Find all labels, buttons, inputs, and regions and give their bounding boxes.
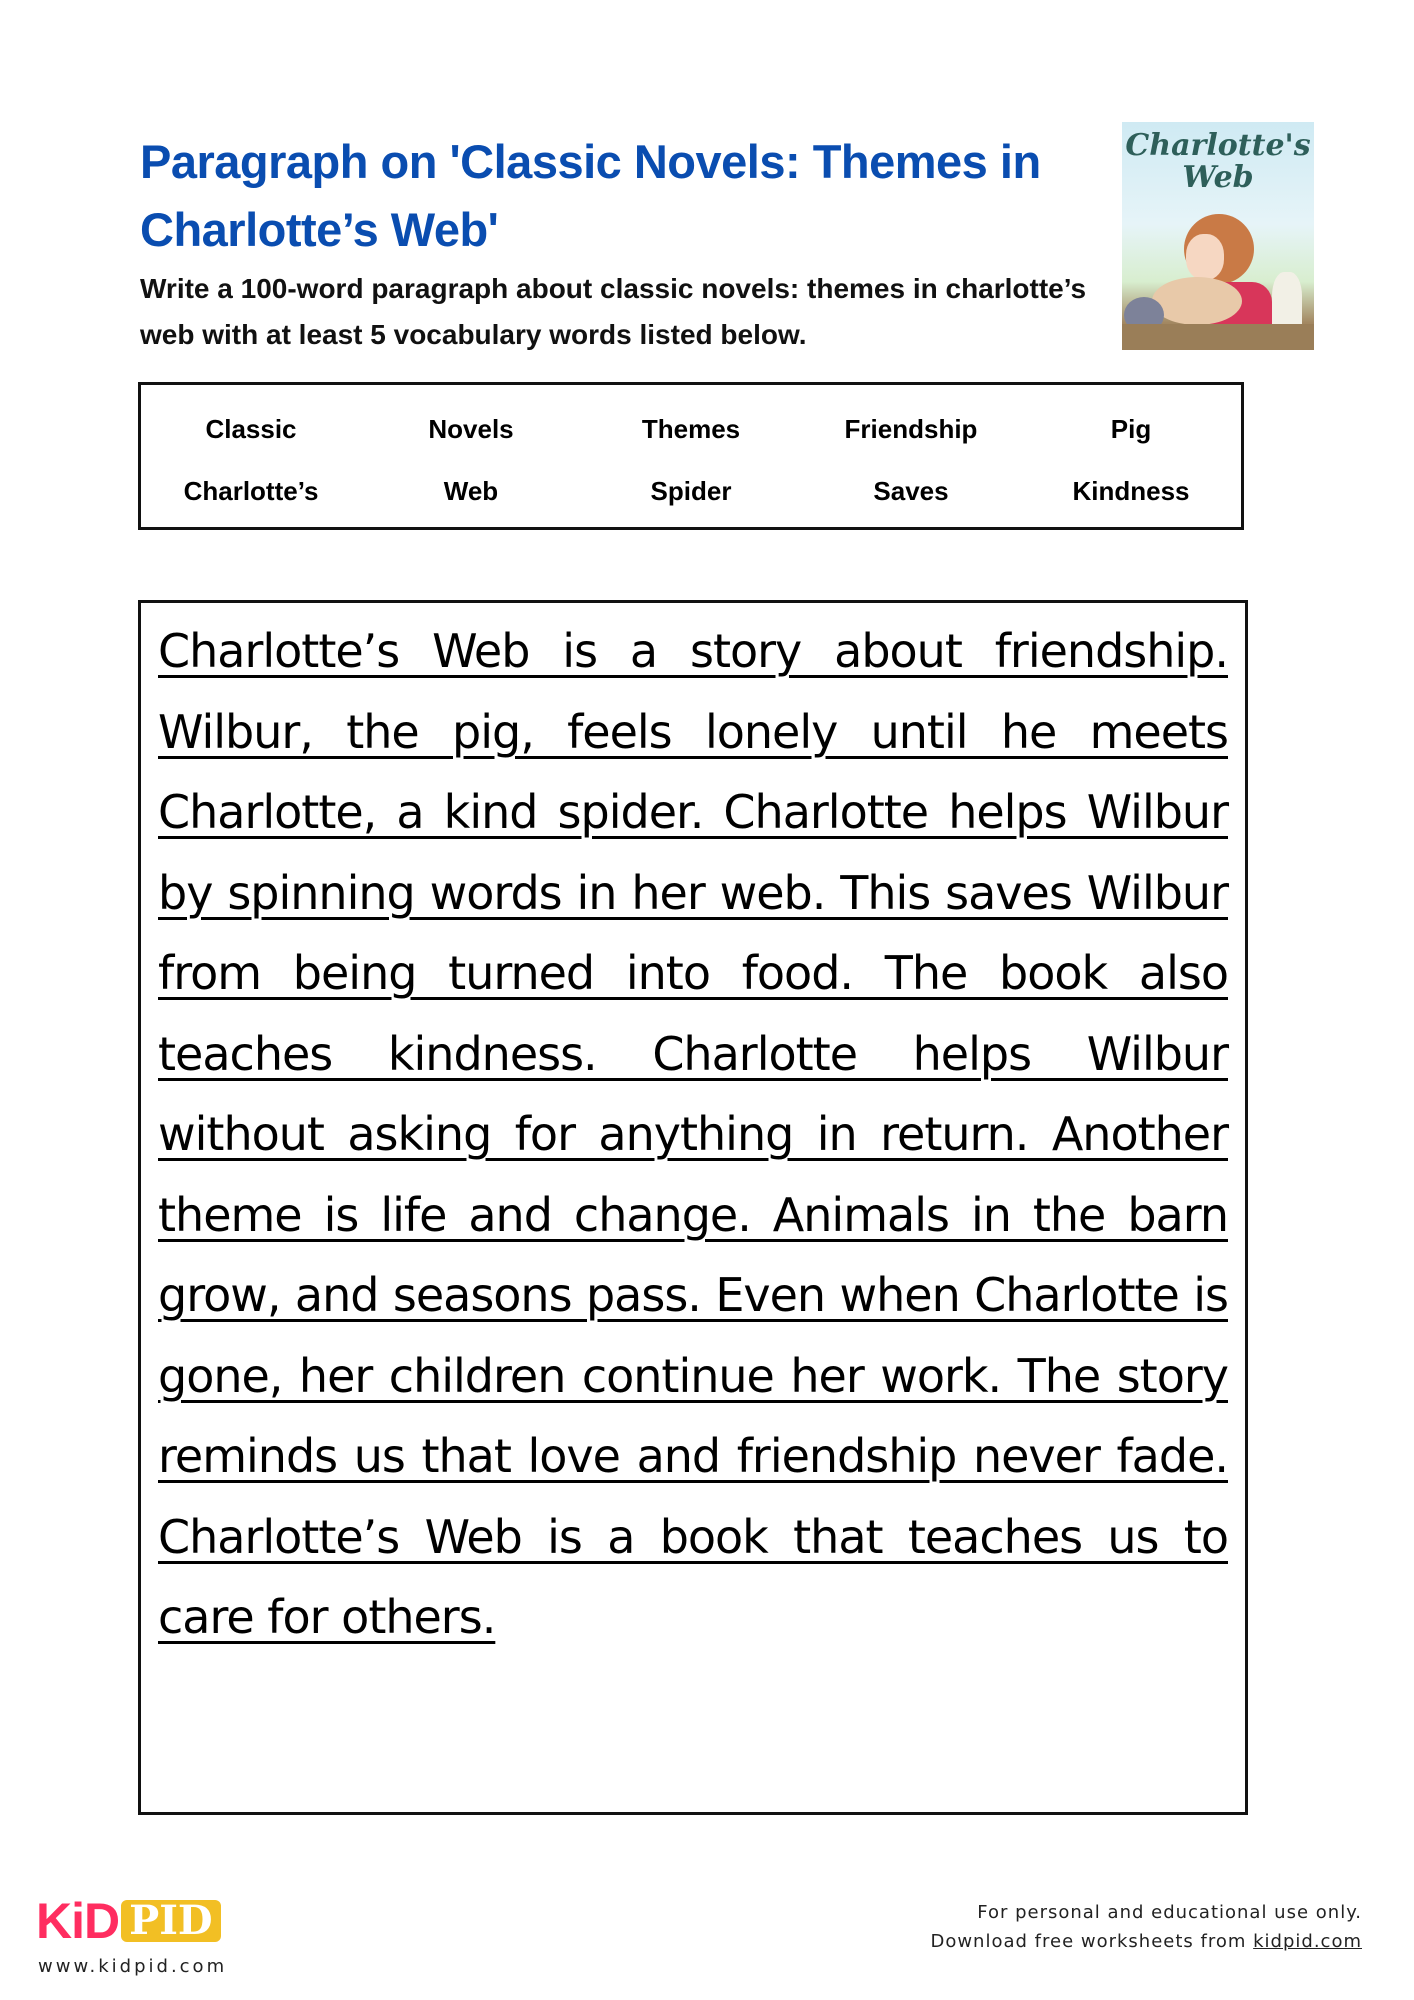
logo-url: www.kidpid.com: [38, 1956, 228, 1977]
vocab-word: Charlotte’s: [183, 476, 319, 506]
logo-kid-text: KiD: [36, 1893, 120, 1949]
vocab-word: Kindness: [1072, 476, 1190, 506]
vocab-word: Saves: [873, 476, 949, 506]
vocabulary-grid: [141, 411, 1241, 509]
instruction-text: Write a 100-word paragraph about classic novels: themes in charlotte’s web with at least 5 vocabulary words listed below.: [140, 273, 1087, 350]
vocabulary-box: [138, 382, 1244, 530]
paragraph-box: [138, 600, 1248, 1815]
kidpid-logo: [36, 1892, 227, 1977]
footer-usage-note: For personal and educational use only.: [977, 1902, 1362, 1923]
fence-illustration: [1122, 324, 1314, 350]
vocab-word: Friendship: [844, 414, 978, 444]
vocab-word: Spider: [650, 476, 732, 506]
paragraph-text: Charlotte’s Web is a story about friendship. Wilbur, the pig, feels lonely until he meets Charlotte, a kind spider. Charlotte helps Wilbur by spinning words in her web. This saves Wilbur from being turned into food. The book also teaches kindness. Charlotte helps Wilbur without asking for anything in return. Another theme is life and change. Animals in the barn grow, and seasons pass. Even when Charlotte is gone, her children continue her work. The story reminds us that love and friendship never fade. Charlotte’s Web is a book that teaches us to care for others.: [158, 624, 1228, 1644]
pig-illustration: [1152, 277, 1242, 325]
kidpid-link[interactable]: kidpid.com: [1253, 1931, 1362, 1952]
vocab-word: Themes: [641, 414, 741, 444]
footer-download-prefix: Download free worksheets from: [930, 1931, 1254, 1952]
vocab-word: Novels: [428, 414, 514, 444]
logo-pid-badge: PID: [121, 1900, 220, 1942]
footer-note: [930, 1898, 1362, 1956]
vocab-word: Web: [443, 476, 499, 506]
vocab-word: Pig: [1110, 414, 1152, 444]
girl-face-illustration: [1186, 234, 1224, 280]
goose-illustration: [1272, 272, 1302, 332]
cover-title: Charlotte's Web: [1125, 128, 1311, 195]
page-title: Paragraph on 'Classic Novels: Themes in Charlotte’s Web': [140, 135, 1041, 256]
vocab-word: Classic: [205, 414, 297, 444]
book-cover-image: [1122, 122, 1314, 350]
footer-download-line: [930, 1927, 1362, 1956]
